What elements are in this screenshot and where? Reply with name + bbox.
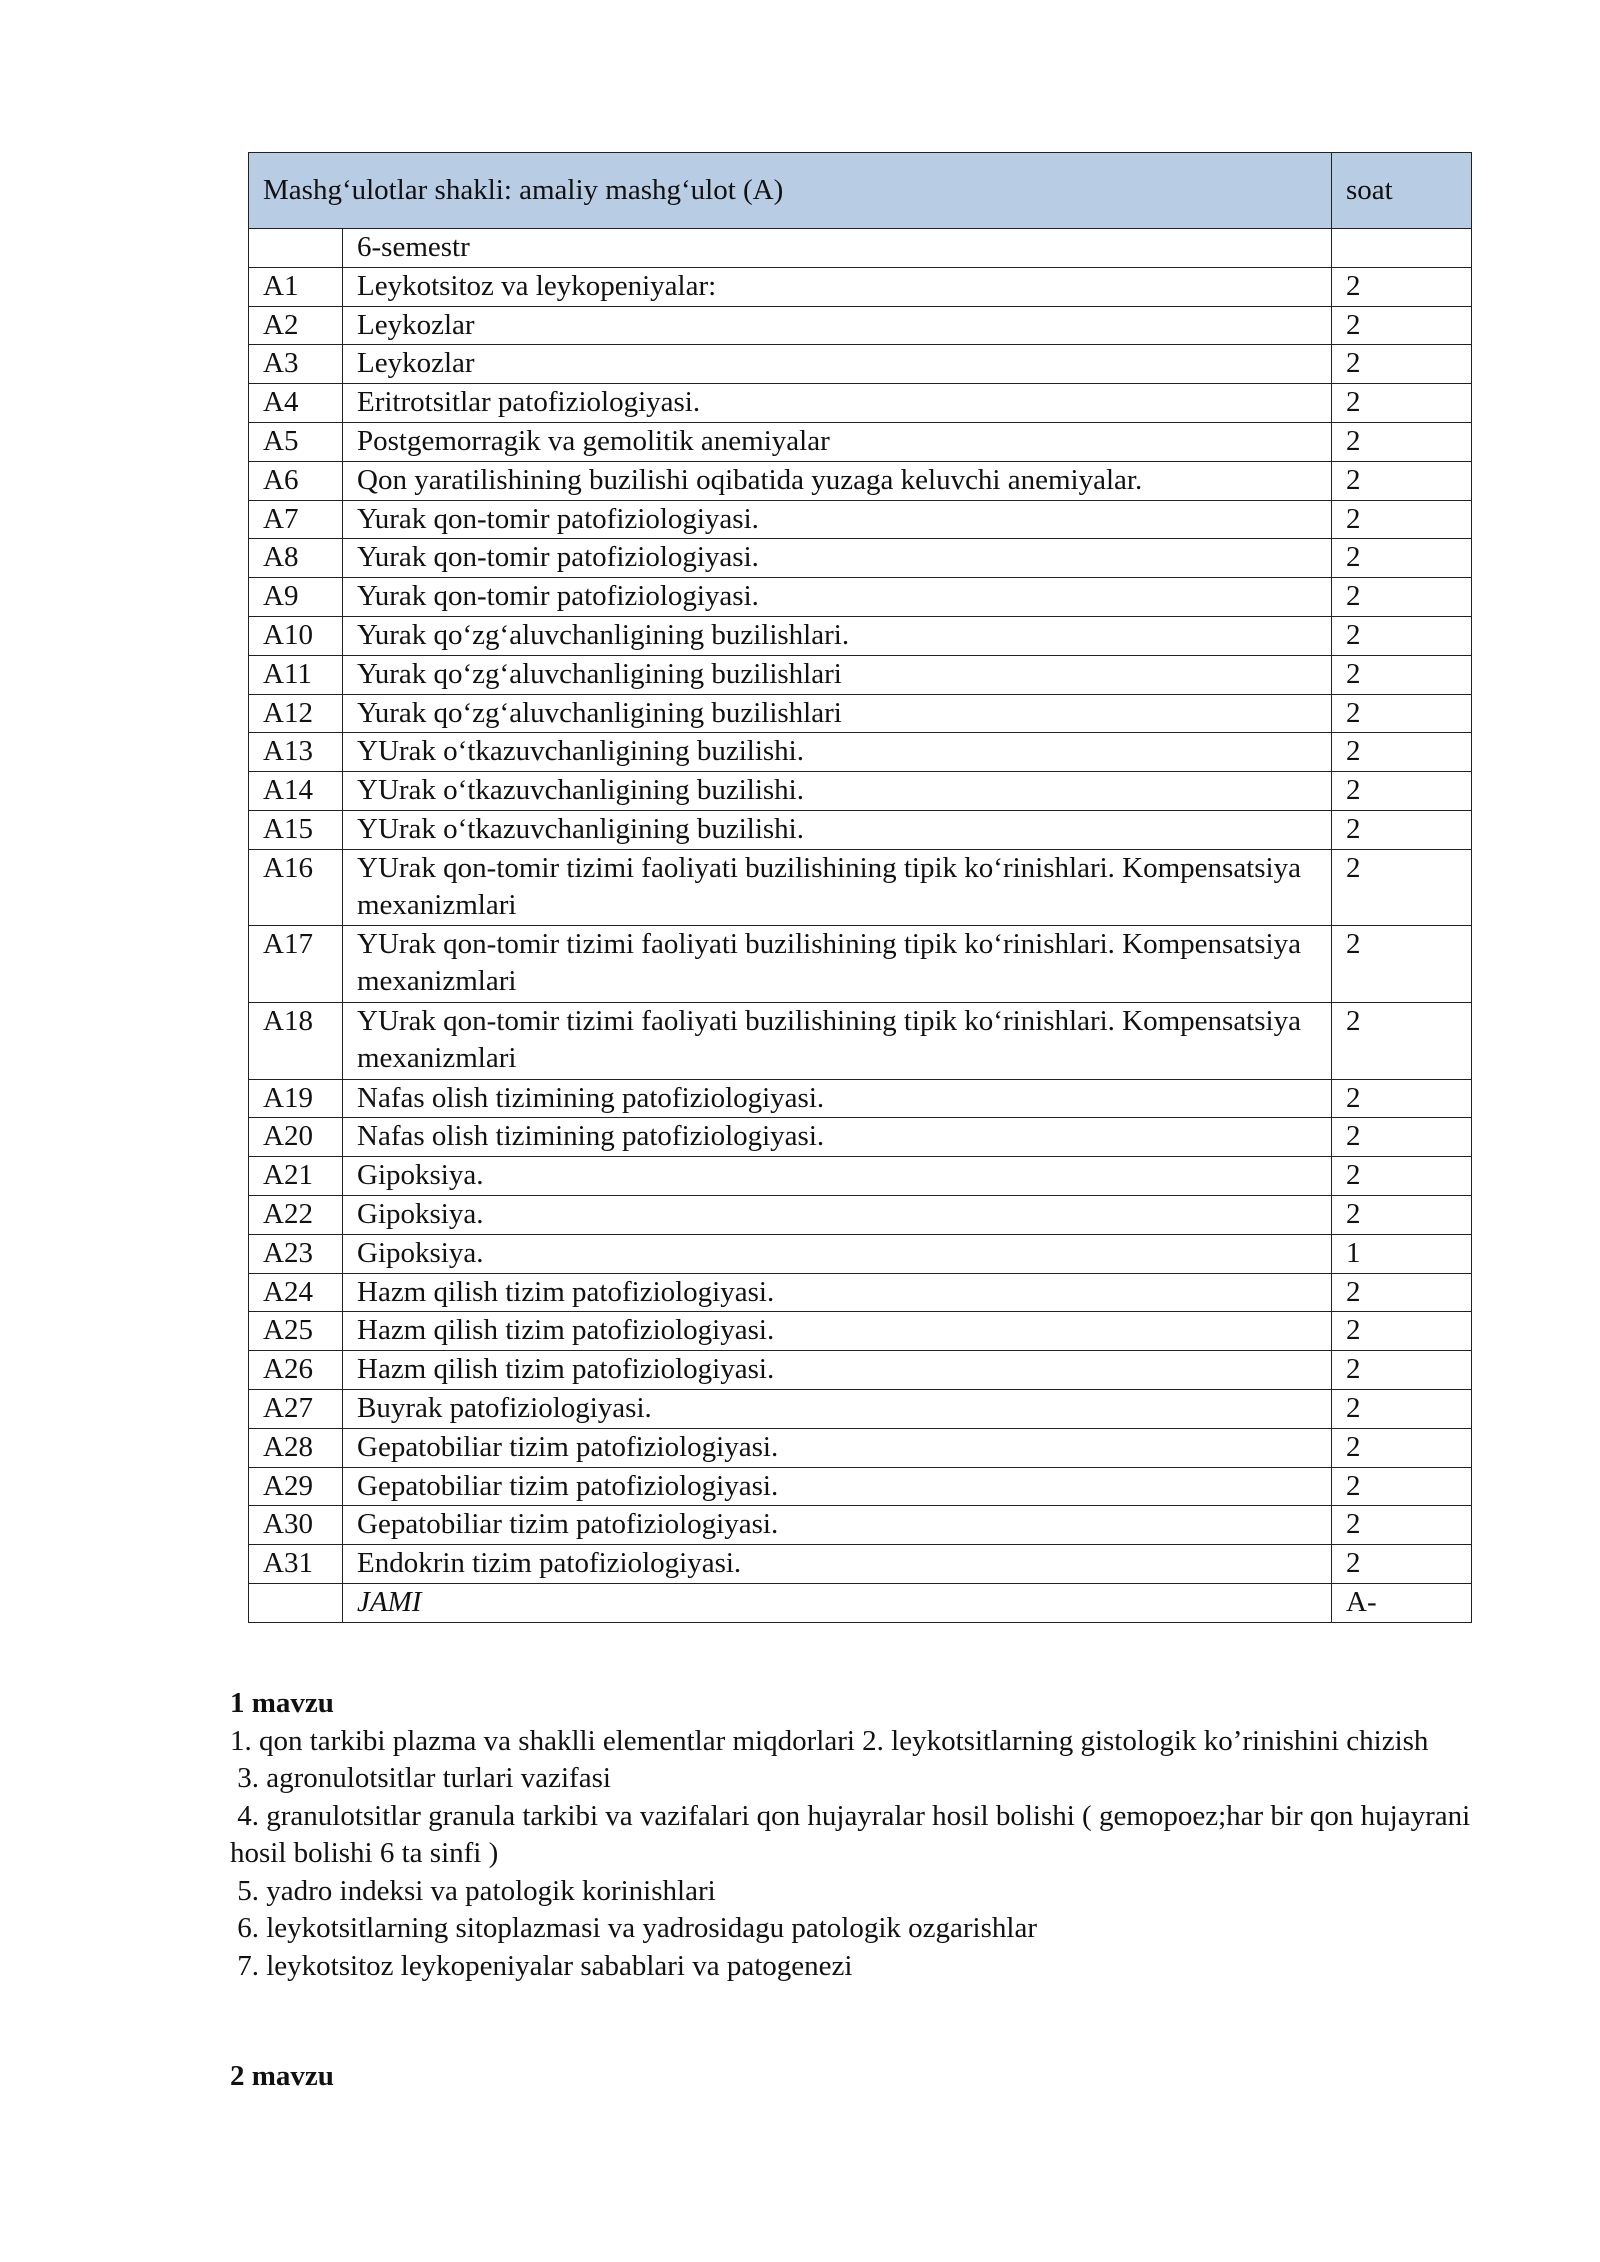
table-header-row [249, 153, 1472, 229]
row-code: A13 [249, 733, 343, 772]
topic-1-item: 1. qon tarkibi plazma va shaklli elementlar miqdorlari 2. leykotsitlarning gistologik ko’rinishini chizish [230, 1724, 1429, 1757]
row-hours: 2 [1332, 1157, 1472, 1196]
semester-hours-cell [1332, 229, 1472, 268]
row-topic: Postgemorragik va gemolitik anemiyalar [343, 422, 1332, 461]
row-code: A26 [249, 1351, 343, 1390]
table-row [249, 578, 1472, 617]
row-code: A4 [249, 384, 343, 423]
row-topic: YUrak o‘tkazuvchanligining buzilishi. [343, 772, 1332, 811]
row-code: A15 [249, 810, 343, 849]
row-hours: 2 [1332, 772, 1472, 811]
row-topic: Yurak qon-tomir patofiziologiyasi. [343, 500, 1332, 539]
total-label: JAMI [343, 1583, 1332, 1622]
row-topic: Hazm qilish tizim patofiziologiyasi. [343, 1351, 1332, 1390]
row-hours: 2 [1332, 1428, 1472, 1467]
row-hours: 2 [1332, 539, 1472, 578]
table-row [249, 1351, 1472, 1390]
row-code: A11 [249, 655, 343, 694]
row-hours: 2 [1332, 733, 1472, 772]
table-row [249, 1234, 1472, 1273]
table-row [249, 1545, 1472, 1584]
row-code: A6 [249, 461, 343, 500]
row-hours: 2 [1332, 1467, 1472, 1506]
row-topic: Leykozlar [343, 345, 1332, 384]
table-row [249, 500, 1472, 539]
row-code: A5 [249, 422, 343, 461]
table-row [249, 1079, 1472, 1118]
table-row [249, 1002, 1472, 1079]
row-topic: Gepatobiliar tizim patofiziologiyasi. [343, 1506, 1332, 1545]
row-code: A7 [249, 500, 343, 539]
semester-row [249, 229, 1472, 268]
total-hours: A- [1332, 1583, 1472, 1622]
row-hours: 2 [1332, 500, 1472, 539]
row-code: A30 [249, 1506, 343, 1545]
table-row [249, 694, 1472, 733]
semester-label: 6-semestr [343, 229, 1332, 268]
row-topic: Endokrin tizim patofiziologiyasi. [343, 1545, 1332, 1584]
row-code: A25 [249, 1312, 343, 1351]
practical-sessions-table [248, 152, 1472, 1623]
table-row [249, 461, 1472, 500]
row-hours: 2 [1332, 655, 1472, 694]
row-code: A18 [249, 1002, 343, 1079]
row-code: A23 [249, 1234, 343, 1273]
row-hours: 2 [1332, 306, 1472, 345]
row-hours: 2 [1332, 1273, 1472, 1312]
row-topic: Yurak qon-tomir patofiziologiyasi. [343, 539, 1332, 578]
row-code: A16 [249, 849, 343, 926]
table-row [249, 1118, 1472, 1157]
row-hours: 2 [1332, 345, 1472, 384]
table-row [249, 422, 1472, 461]
table-row [249, 733, 1472, 772]
topic-1-item: 5. yadro indeksi va patologik korinishlari [230, 1874, 716, 1907]
topic-1-list [230, 1723, 1500, 1986]
row-topic: Gipoksiya. [343, 1157, 1332, 1196]
table-row [249, 1195, 1472, 1234]
row-code: A8 [249, 539, 343, 578]
row-topic: Yurak qo‘zg‘aluvchanligining buzilishlari [343, 655, 1332, 694]
table-row [249, 384, 1472, 423]
table-row [249, 345, 1472, 384]
row-code: A14 [249, 772, 343, 811]
table-row [249, 772, 1472, 811]
table-row [249, 1312, 1472, 1351]
row-hours: 2 [1332, 810, 1472, 849]
table-row [249, 539, 1472, 578]
row-topic: YUrak qon-tomir tizimi faoliyati buzilishining tipik ko‘rinishlari. Kompensatsiya mexanizmlari [343, 849, 1332, 926]
row-code: A27 [249, 1389, 343, 1428]
table-row [249, 1273, 1472, 1312]
topic-2-heading: 2 mavzu [230, 2060, 334, 2092]
row-hours: 2 [1332, 926, 1472, 1003]
row-hours: 2 [1332, 694, 1472, 733]
total-code-cell [249, 1583, 343, 1622]
row-hours: 2 [1332, 1312, 1472, 1351]
row-topic: YUrak o‘tkazuvchanligining buzilishi. [343, 810, 1332, 849]
row-topic: Hazm qilish tizim patofiziologiyasi. [343, 1273, 1332, 1312]
table-row [249, 810, 1472, 849]
row-hours: 2 [1332, 1506, 1472, 1545]
table-row [249, 926, 1472, 1003]
table-row [249, 655, 1472, 694]
row-code: A1 [249, 267, 343, 306]
row-hours: 2 [1332, 267, 1472, 306]
row-hours: 2 [1332, 616, 1472, 655]
row-hours: 2 [1332, 1002, 1472, 1079]
semester-code-cell [249, 229, 343, 268]
row-topic: Nafas olish tizimining patofiziologiyasi. [343, 1118, 1332, 1157]
topic-1-item: 6. leykotsitlarning sitoplazmasi va yadrosidagu patologik ozgarishlar [230, 1912, 1037, 1944]
row-topic: Gepatobiliar tizim patofiziologiyasi. [343, 1467, 1332, 1506]
table-row [249, 1157, 1472, 1196]
table-row [249, 849, 1472, 926]
row-code: A21 [249, 1157, 343, 1196]
row-topic: Gipoksiya. [343, 1195, 1332, 1234]
row-code: A17 [249, 926, 343, 1003]
row-topic: Yurak qo‘zg‘aluvchanligining buzilishlari [343, 694, 1332, 733]
topic-1-item: 3. agronulotsitlar turlari vazifasi [230, 1762, 611, 1794]
row-hours: 2 [1332, 1195, 1472, 1234]
table-row [249, 1428, 1472, 1467]
row-topic: Nafas olish tizimining patofiziologiyasi. [343, 1079, 1332, 1118]
row-topic: Qon yaratilishining buzilishi oqibatida yuzaga keluvchi anemiyalar. [343, 461, 1332, 500]
row-hours: 2 [1332, 1079, 1472, 1118]
row-hours: 1 [1332, 1234, 1472, 1273]
row-hours: 2 [1332, 1545, 1472, 1584]
row-topic: Buyrak patofiziologiyasi. [343, 1389, 1332, 1428]
row-code: A9 [249, 578, 343, 617]
row-code: A24 [249, 1273, 343, 1312]
row-hours: 2 [1332, 1118, 1472, 1157]
row-code: A31 [249, 1545, 343, 1584]
row-topic: Gepatobiliar tizim patofiziologiyasi. [343, 1428, 1332, 1467]
row-code: A29 [249, 1467, 343, 1506]
topics-section [230, 1685, 1500, 1985]
row-code: A20 [249, 1118, 343, 1157]
row-code: A28 [249, 1428, 343, 1467]
table-row [249, 616, 1472, 655]
topic-1-heading: 1 mavzu [230, 1687, 334, 1719]
row-topic: Gipoksiya. [343, 1234, 1332, 1273]
row-hours: 2 [1332, 578, 1472, 617]
row-code: A10 [249, 616, 343, 655]
topic-1-item: 7. leykotsitoz leykopeniyalar sabablari va patogenezi [230, 1949, 853, 1982]
row-code: A3 [249, 345, 343, 384]
table-header-title: Mashg‘ulotlar shakli: amaliy mashg‘ulot (A) [249, 153, 1332, 229]
row-hours: 2 [1332, 422, 1472, 461]
row-topic: Yurak qon-tomir patofiziologiyasi. [343, 578, 1332, 617]
row-code: A22 [249, 1195, 343, 1234]
table-row [249, 306, 1472, 345]
row-hours: 2 [1332, 1389, 1472, 1428]
row-hours: 2 [1332, 384, 1472, 423]
row-topic: Yurak qo‘zg‘aluvchanligining buzilishlari. [343, 616, 1332, 655]
total-row [249, 1583, 1472, 1622]
row-topic: YUrak qon-tomir tizimi faoliyati buzilishining tipik ko‘rinishlari. Kompensatsiya mexanizmlari [343, 926, 1332, 1003]
table-row [249, 267, 1472, 306]
row-code: A2 [249, 306, 343, 345]
row-hours: 2 [1332, 1351, 1472, 1390]
topic-1-item: 4. granulotsitlar granula tarkibi va vazifalari qon hujayralar hosil bolishi ( gemopoez;har bir qon hujayrani hosil bolishi 6 ta sinfi ) [230, 1799, 1478, 1869]
table-row [249, 1467, 1472, 1506]
table-row [249, 1506, 1472, 1545]
table-row [249, 1389, 1472, 1428]
table-header-hours: soat [1332, 153, 1472, 229]
row-code: A12 [249, 694, 343, 733]
row-topic: Leykozlar [343, 306, 1332, 345]
row-topic: YUrak o‘tkazuvchanligining buzilishi. [343, 733, 1332, 772]
row-topic: Hazm qilish tizim patofiziologiyasi. [343, 1312, 1332, 1351]
row-code: A19 [249, 1079, 343, 1118]
row-topic: Leykotsitoz va leykopeniyalar: [343, 267, 1332, 306]
row-hours: 2 [1332, 461, 1472, 500]
row-topic: YUrak qon-tomir tizimi faoliyati buzilishining tipik ko‘rinishlari. Kompensatsiya mexanizmlari [343, 1002, 1332, 1079]
row-topic: Eritrotsitlar patofiziologiyasi. [343, 384, 1332, 423]
row-hours: 2 [1332, 849, 1472, 926]
